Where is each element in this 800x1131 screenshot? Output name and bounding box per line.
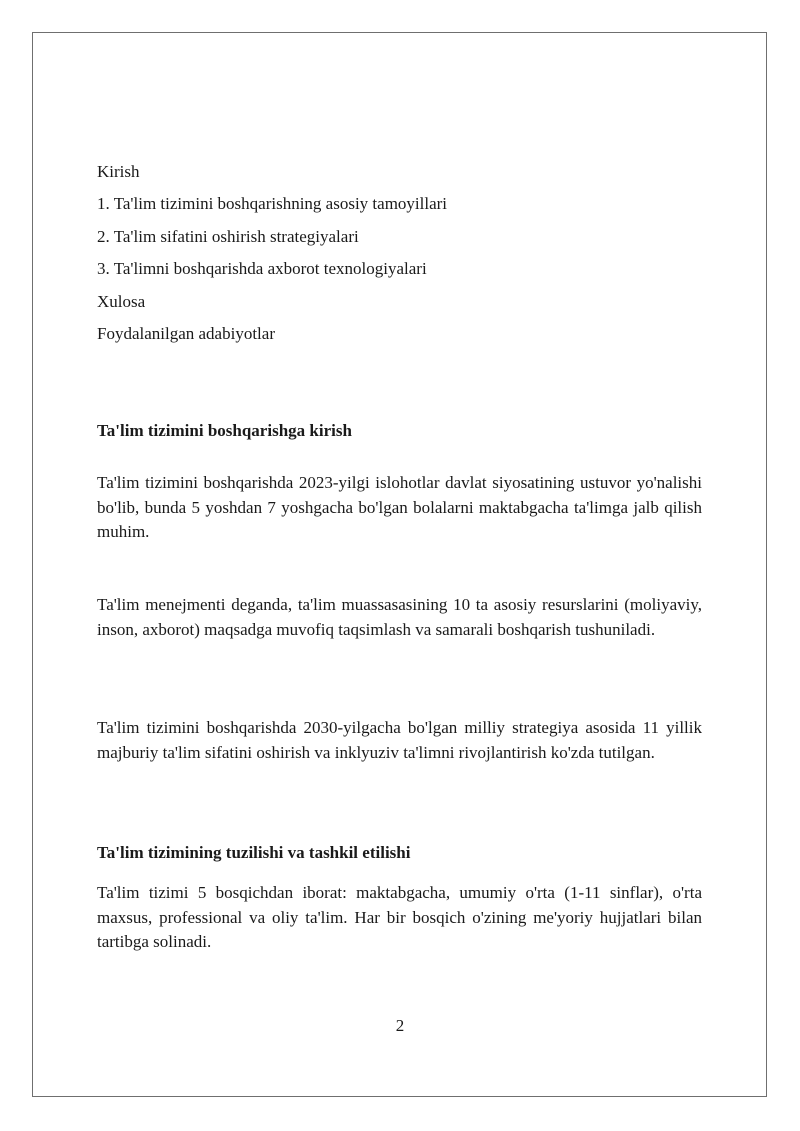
paragraph-reforms: Ta'lim tizimini boshqarishda 2023-yilgi islohotlar davlat siyosatining ustuvor yo'nalishi bo'lib, bunda 5 yoshdan 7 yoshgacha bo'lgan bolalarni maktabgacha ta'limga jalb qilish muhim.: [97, 473, 702, 541]
paragraph-strategy: Ta'lim tizimini boshqarishda 2030-yilgacha bo'lgan milliy strategiya asosida 11 yillik majburiy ta'lim sifatini oshirish va inklyuziv ta'limni rivojlantirish ko'zda tutilgan.: [97, 718, 702, 762]
toc-item-2: 2. Ta'lim sifatini oshirish strategiyalari: [97, 226, 359, 246]
paragraph-stages: Ta'lim tizimi 5 bosqichdan iborat: maktabgacha, umumiy o'rta (1-11 sinflar), o'rta maxsus, professional va oliy ta'lim. Har bir bosqich o'zining me'yoriy hujjatlari bilan tartibga solinadi.: [97, 883, 702, 951]
paragraph-management: Ta'lim menejmenti deganda, ta'lim muassasasining 10 ta asosiy resurslarini (moliyaviy, inson, axborot) maqsadga muvofiq taqsimlash va samarali boshqarish tushuniladi.: [97, 595, 702, 639]
toc-item-1: 1. Ta'lim tizimini boshqarishning asosiy tamoyillari: [97, 194, 448, 214]
toc-item-introduction: Kirish: [97, 162, 140, 181]
page-number: 2: [395, 1016, 405, 1035]
table-of-contents: [97, 160, 702, 354]
section-heading-structure: Ta'lim tizimining tuzilishi va tashkil etilishi: [97, 843, 411, 862]
toc-item-references: Foydalanilgan adabiyotlar: [97, 323, 275, 343]
toc-item-conclusion: Xulosa: [97, 291, 146, 311]
section-heading-introduction: Ta'lim tizimini boshqarishga kirish: [97, 421, 352, 440]
toc-item-3: 3. Ta'limni boshqarishda axborot texnologiyalari: [97, 259, 427, 279]
document-body: [97, 160, 702, 951]
